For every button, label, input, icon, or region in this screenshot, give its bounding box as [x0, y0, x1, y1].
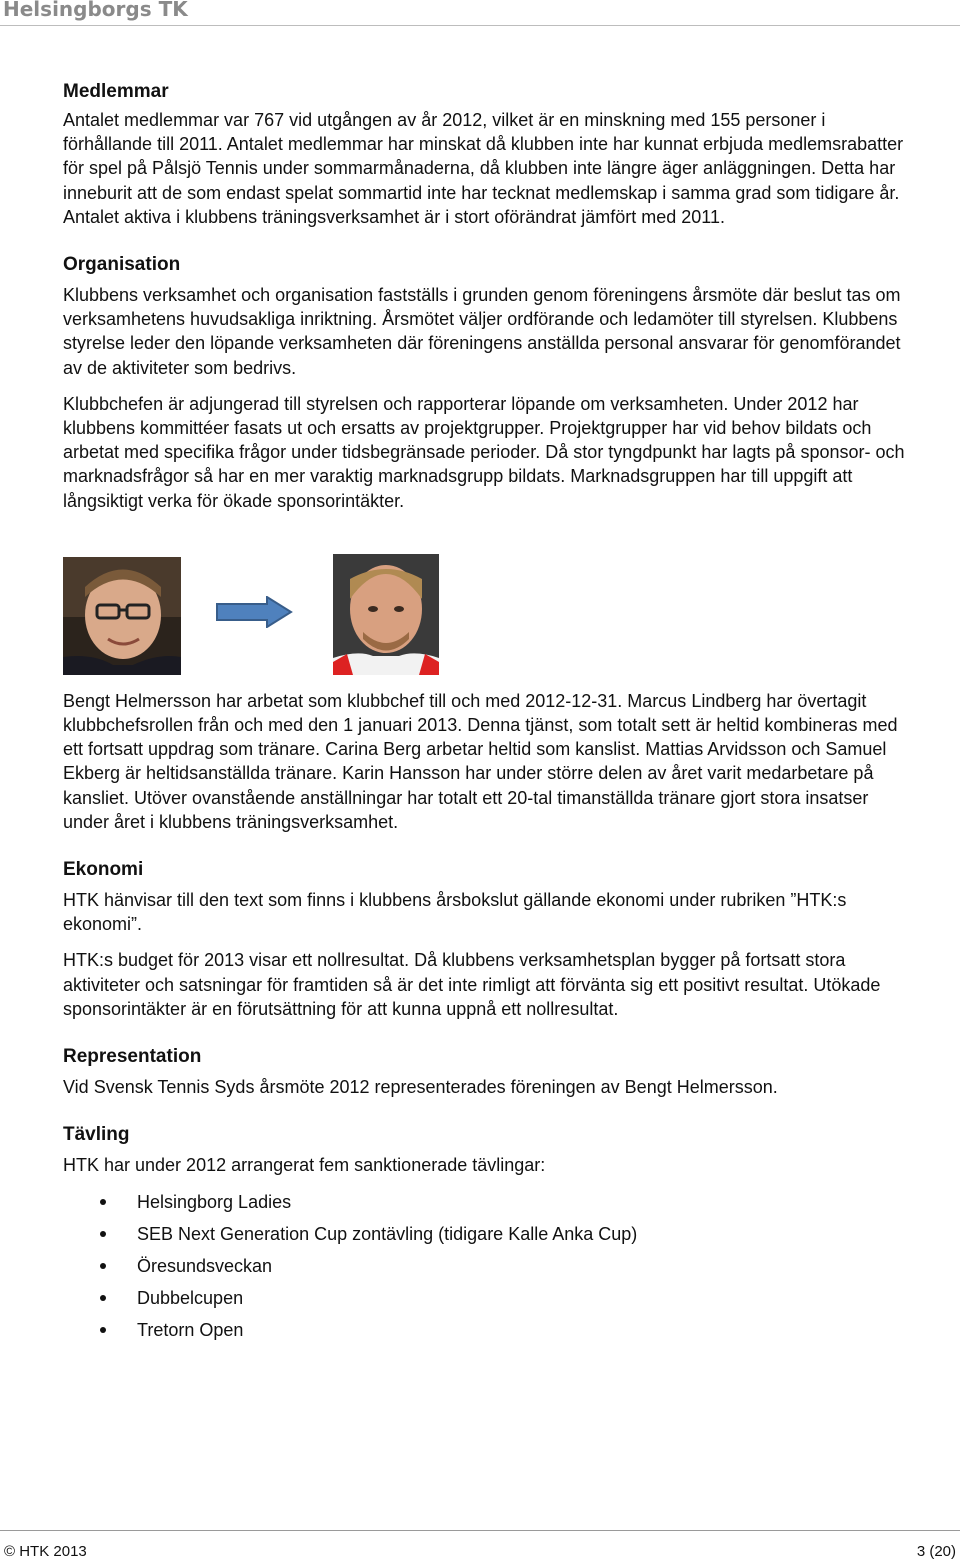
list-item-label: Tretorn Open: [137, 1320, 244, 1341]
footer-divider: [0, 1530, 960, 1531]
list-item: [63, 1314, 913, 1346]
paragraph-organisation-3: Bengt Helmersson har arbetat som klubbchef till och med 2012-12-31. Marcus Lindberg har övertagit klubbchefsrollen från och med den 1 januari 2013. Denna tjänst, som totalt sett är heltid kombineras med ett fortsatt uppdrag som tränare. Carina Berg arbetar heltid som kanslist. Mattias Arvidsson och Samuel Ekberg är heltidsanställda tränare. Karin Hansson har under större delen av året varit medarbetare på kansliet. Utöver ovanstående anställningar har totalt ett 20-tal timanställda tränare gjort stora insatser under året i klubbens träningsverksamhet.: [63, 690, 898, 832]
footer-copyright: © HTK 2013: [4, 1543, 87, 1560]
page-header: [0, 0, 960, 26]
header-title: Helsingborgs TK: [3, 0, 188, 21]
list-item-label: SEB Next Generation Cup zontävling (tidigare Kalle Anka Cup): [137, 1224, 638, 1245]
paragraph-ekonomi-2: HTK:s budget för 2013 visar ett nollresultat. Då klubbens verksamhetsplan bygger på fortsatt stora aktiviteter och satsningar för framtiden så är det inte rimligt att förvänta sig ett positivt resultat. Utökade sponsorintäkter är en förutsättning för att kunna uppnå ett nollresultat.: [63, 950, 881, 1019]
list-item-label: Dubbelcupen: [137, 1288, 244, 1309]
document-body: [63, 80, 913, 1346]
arrow-right-icon: [215, 596, 295, 628]
heading-representation: Representation: [63, 1046, 202, 1068]
list-item-label: Öresundsveckan: [137, 1256, 273, 1277]
list-item: [63, 1250, 913, 1282]
bullet-icon: [100, 1199, 106, 1205]
paragraph-organisation-1: Klubbens verksamhet och organisation fastställs i grunden genom föreningens årsmöte där beslut tas om verksamhetens huvudsakliga inriktning. Årsmötet väljer ordförande och ledamöter till styrelsen. Klubbens styrelse leder den löpande verksamheten där föreningens anställda personal ansvarar för genomförandet av de aktiviteter som bedrivs.: [63, 285, 901, 378]
bullet-icon: [100, 1327, 106, 1333]
paragraph-ekonomi-1: HTK hänvisar till den text som finns i klubbens årsbokslut gällande ekonomi under rubriken ”HTK:s ekonomi”.: [63, 890, 847, 935]
bullet-icon: [100, 1231, 106, 1237]
list-item: [63, 1218, 913, 1250]
list-item-label: Helsingborg Ladies: [137, 1192, 292, 1213]
paragraph-representation: Vid Svensk Tennis Syds årsmöte 2012 representerades föreningen av Bengt Helmersson.: [63, 1077, 778, 1098]
tavling-list: [63, 1186, 913, 1346]
bullet-icon: [100, 1295, 106, 1301]
heading-ekonomi: Ekonomi: [63, 859, 144, 881]
heading-medlemmar: Medlemmar: [63, 81, 169, 102]
list-item: [63, 1186, 913, 1218]
bullet-icon: [100, 1263, 106, 1269]
header-divider: [0, 25, 960, 26]
paragraph-tavling: HTK har under 2012 arrangerat fem sanktionerade tävlingar:: [63, 1155, 546, 1176]
portrait-photo-marcus: [333, 554, 439, 675]
heading-organisation: Organisation: [63, 254, 181, 276]
paragraph-medlemmar: Antalet medlemmar var 767 vid utgången av år 2012, vilket är en minskning med 155 personer i förhållande till 2011. Antalet medlemmar har minskat då klubben inte har kunnat erbjuda medlemsrabatter för spel på Pålsjö Tennis under sommarmånaderna, då klubben inte längre äger anläggningen. Detta har inneburit att de som endast spelat sommartid inte har tecknat medlemskap i samma grad som tidigare år. Antalet aktiva i klubbens träningsverksamhet är i stort oförändrat jämfört med 2011.: [63, 110, 904, 227]
staff-photos: [63, 554, 913, 689]
paragraph-organisation-2: Klubbchefen är adjungerad till styrelsen och rapporterar löpande om verksamheten. Under 2012 har klubbens kommittéer fasats ut och ersatts av projektgrupper. Projektgrupper har vid behov bildats och arbetat med specifika frågor under tidsbegränsade perioder. Då stor tyngdpunkt har lagts på sponsor- och marknadsfrågor så har en mer varaktig marknadsgrupp bildats. Marknadsgruppen har till uppgift att långsiktigt verka för ökade sponsorintäkter.: [63, 393, 905, 511]
portrait-photo-bengt: [63, 557, 181, 675]
list-item: [63, 1282, 913, 1314]
heading-tavling: Tävling: [63, 1124, 130, 1146]
footer-page-number: 3 (20): [916, 1543, 956, 1560]
